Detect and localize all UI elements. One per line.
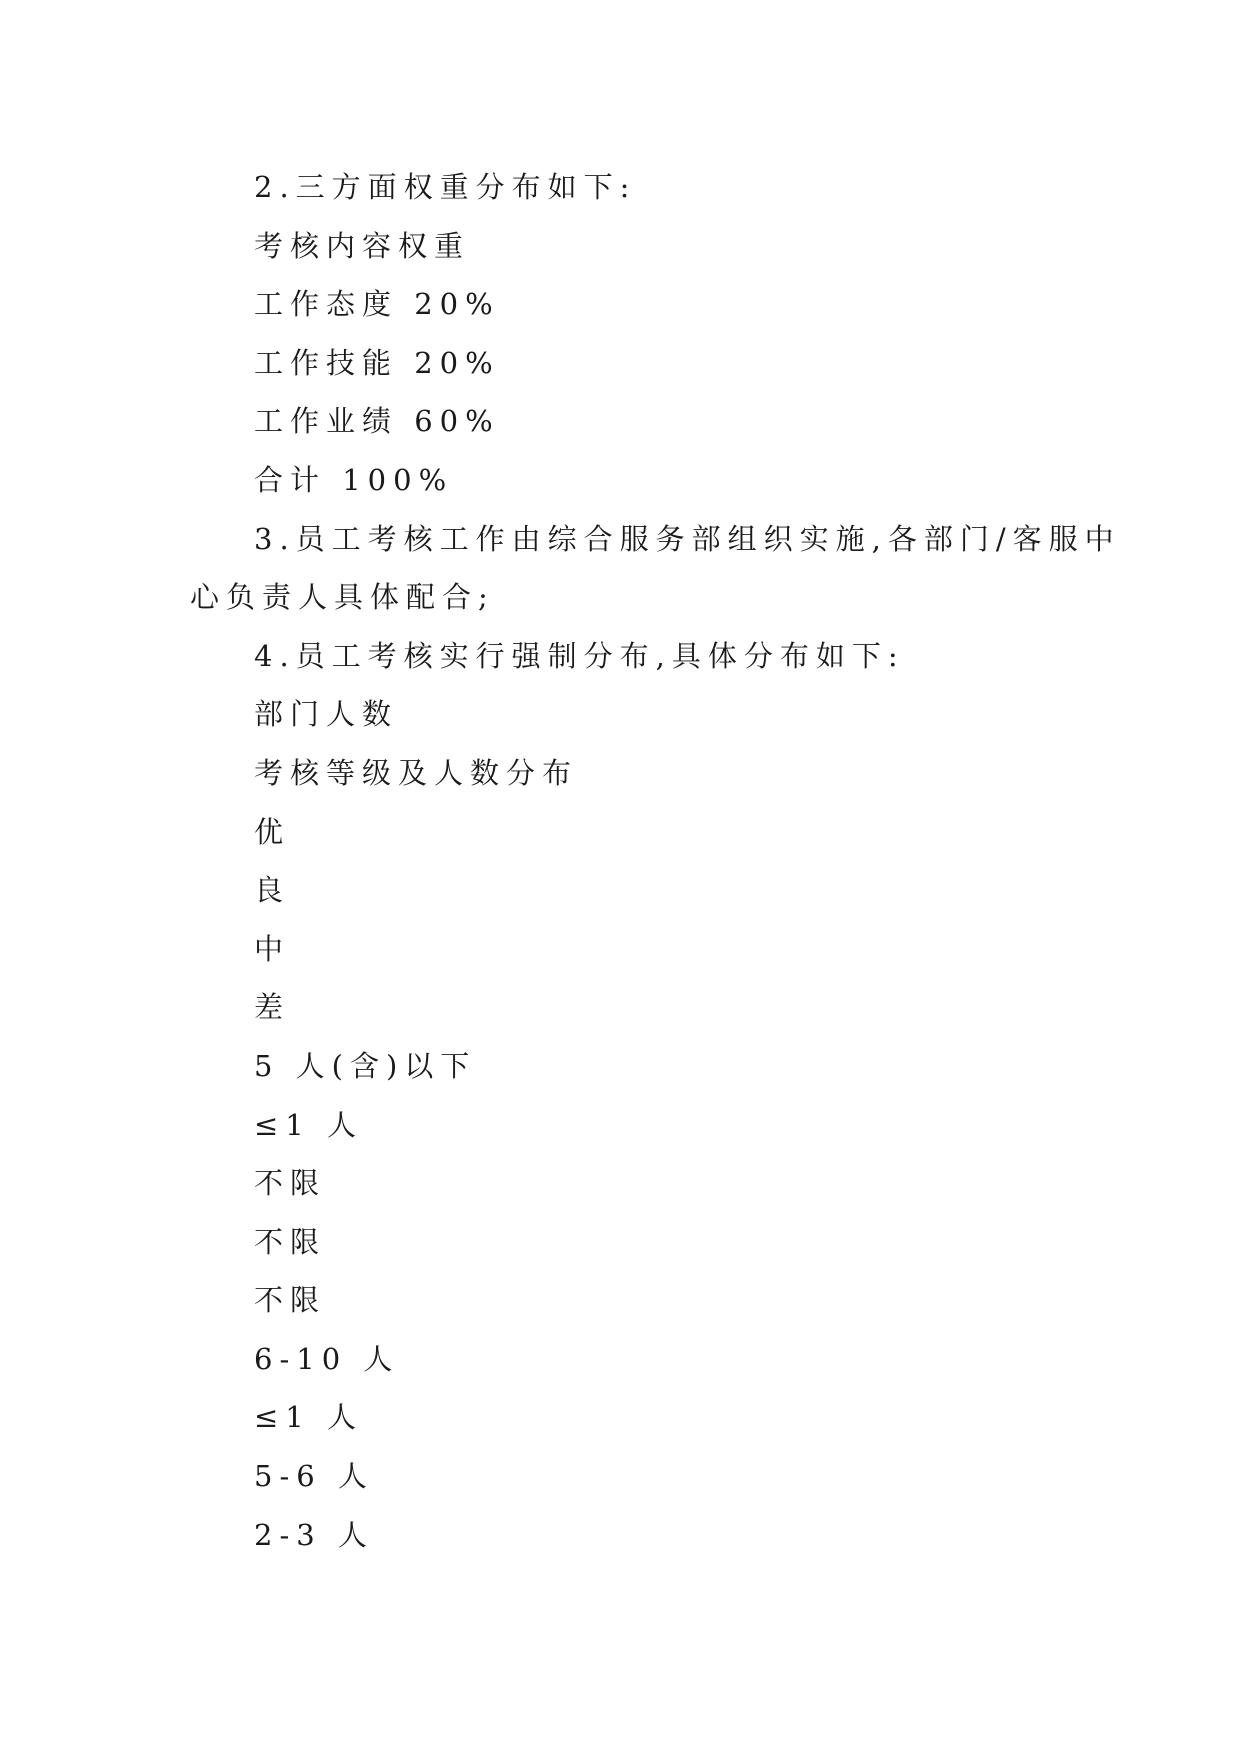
cell-average-limit: 2-3 人 — [254, 1517, 374, 1552]
grade-average: 中 — [254, 931, 291, 966]
cell-excellent-limit: ≤1 人 — [254, 1107, 363, 1142]
weight-row-skill: 工作技能 20% — [254, 345, 500, 380]
grade-excellent: 优 — [254, 814, 291, 849]
row-size-5-or-less: 5 人(含)以下 — [254, 1048, 477, 1083]
table-header-department-size: 部门人数 — [254, 697, 399, 732]
paragraph-organization-line1: 3.员工考核工作由综合服务部组织实施,各部门/客服中 — [254, 521, 1121, 556]
paragraph-organization-line2: 心负责人具体配合; — [190, 580, 495, 615]
table-header-content-weight: 考核内容权重 — [254, 228, 471, 263]
paragraph-distribution-intro: 4.员工考核实行强制分布,具体分布如下: — [254, 638, 905, 673]
cell-average-limit: 不限 — [254, 1224, 327, 1259]
grade-poor: 差 — [254, 990, 291, 1025]
cell-good-limit: 5-6 人 — [254, 1459, 374, 1494]
document-body — [190, 158, 1121, 1564]
row-size-6-10: 6-10 人 — [254, 1341, 400, 1376]
grade-good: 良 — [254, 873, 291, 908]
cell-good-limit: 不限 — [254, 1166, 327, 1201]
cell-excellent-limit: ≤1 人 — [254, 1400, 363, 1435]
cell-poor-limit: 不限 — [254, 1283, 327, 1318]
weight-row-performance: 工作业绩 60% — [254, 404, 500, 439]
paragraph-weight-intro: 2.三方面权重分布如下: — [254, 170, 637, 204]
weight-row-attitude: 工作态度 20% — [254, 287, 500, 322]
table-header-grade-distribution: 考核等级及人数分布 — [254, 755, 579, 790]
weight-row-total: 合计 100% — [254, 462, 454, 497]
